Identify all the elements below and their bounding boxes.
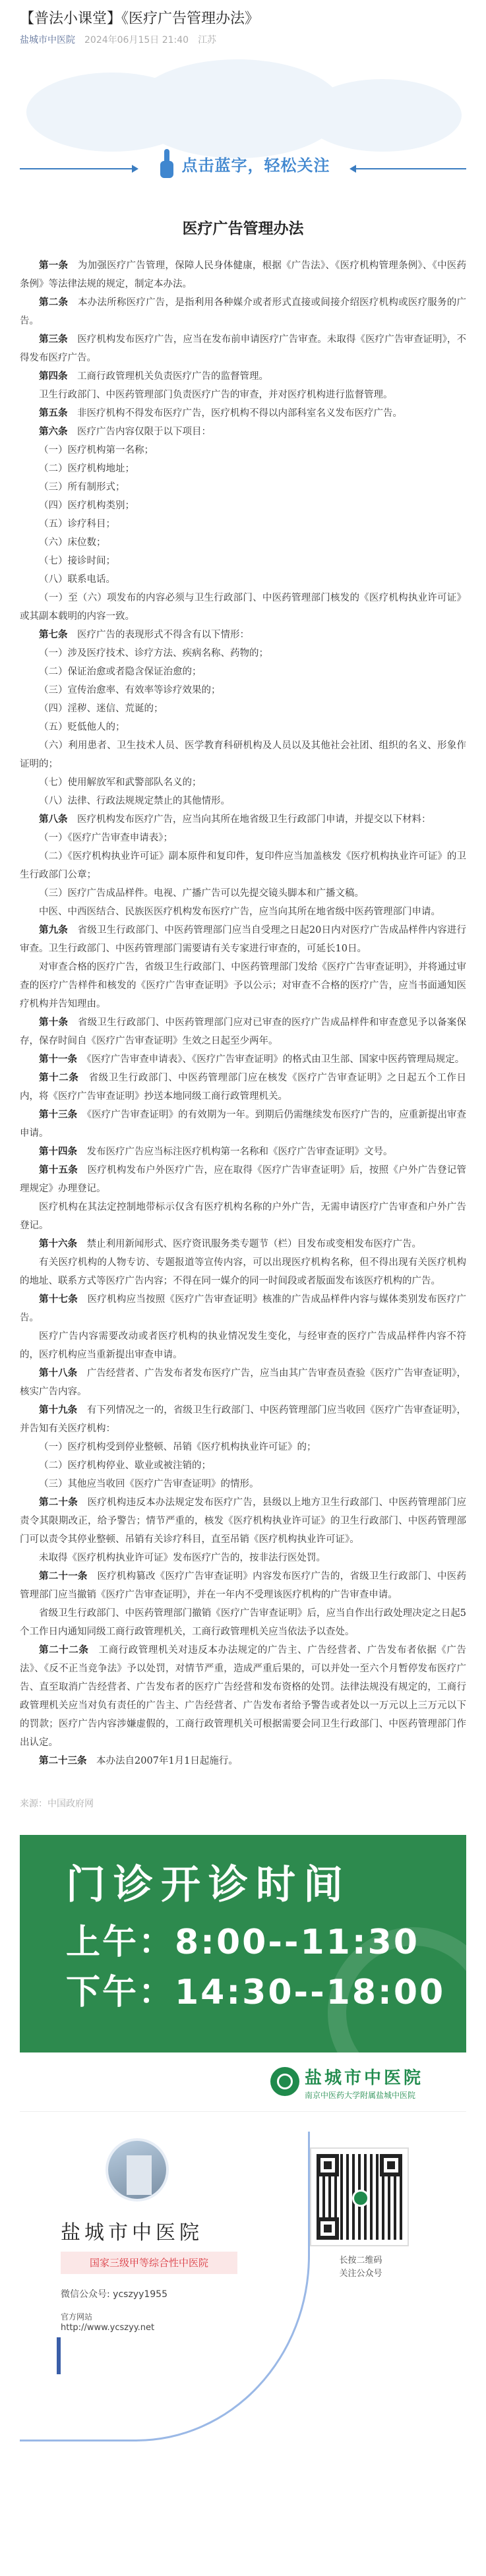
paragraph-text: （五）诊疗科目； — [39, 519, 115, 529]
document-paragraph — [20, 1106, 466, 1143]
document-paragraph — [20, 1493, 466, 1549]
paragraph-text: 医疗机构篡改《医疗广告审查证明》内容发布医疗广告的，省级卫生行政部门、中医药管理部门应当撤销《医疗广告审查证明》，并在一年内不受理该医疗机构的广告审查申请。 — [20, 1571, 467, 1600]
article-number: 第十七条 — [39, 1294, 78, 1305]
paragraph-text: 广告经营者、广告发布者发布医疗广告，应当由其广告审查员查验《医疗广告审查证明》，核实广告内容。 — [20, 1368, 466, 1397]
article-number: 第十四条 — [39, 1146, 77, 1157]
paragraph-text: 医疗机构发布户外医疗广告，应在取得《医疗广告审查证明》后，按照《户外广告登记管理规定》办理登记。 — [20, 1165, 467, 1194]
document-paragraph — [20, 1050, 466, 1069]
clinic-hours-footer — [20, 2052, 466, 2112]
document-paragraph — [20, 589, 466, 626]
article-number: 第十五条 — [39, 1164, 78, 1176]
document-paragraph — [20, 478, 466, 496]
document-title: 医疗广告管理办法 — [182, 220, 304, 237]
document-paragraph — [20, 533, 466, 552]
website-link[interactable]: http://www.ycszyy.net — [61, 2323, 155, 2333]
paragraph-text: （三）医疗广告成品样件。电视、广播广告可以先提交镜头脚本和广播文稿。 — [39, 888, 364, 899]
article-number: 第十二条 — [39, 1072, 79, 1083]
document-paragraph — [20, 626, 466, 644]
document-paragraph — [20, 1143, 466, 1161]
document-paragraph — [20, 921, 466, 958]
document-paragraph — [20, 460, 466, 478]
paragraph-text: 省级卫生行政部门、中医药管理部门应当自受理之日起20日内对医疗广告成品样件内容进行审查。卫生行政部门、中医药管理部门需要请有关专家进行审查的，可延长10日。 — [20, 925, 466, 954]
document-paragraph — [20, 810, 466, 829]
document-paragraph — [20, 792, 466, 810]
document-paragraph — [20, 663, 466, 681]
paragraph-text: （一）《医疗广告审查申请表》； — [39, 833, 173, 843]
article-number: 第二十二条 — [39, 1644, 89, 1656]
document-paragraph — [20, 1641, 466, 1752]
article-number: 第四条 — [39, 371, 68, 382]
article-number: 第九条 — [39, 924, 68, 936]
account-name-link[interactable]: 盐城市中医院 — [20, 35, 75, 45]
article-number: 第十一条 — [39, 1054, 77, 1065]
document-paragraph — [20, 423, 466, 441]
document-paragraph — [20, 700, 466, 718]
follow-text: 点击蓝字，轻松关注 — [181, 156, 330, 175]
paragraph-text: 省级卫生行政部门、中医药管理部门应对已审查的医疗广告成品样件和审查意见予以备案保存，保存时间自《医疗广告审查证明》生效之日起至少两年。 — [20, 1017, 467, 1046]
article-number: 第十条 — [39, 1017, 69, 1028]
document-paragraph — [20, 1401, 466, 1438]
paragraph-text: 医疗机构发布医疗广告，应当在发布前申请医疗广告审查。未取得《医疗广告审查证明》，不得发布医疗广告。 — [20, 334, 466, 363]
document-paragraph — [20, 293, 466, 330]
document-paragraph — [20, 515, 466, 533]
document-paragraph — [20, 496, 466, 515]
follow-prompt[interactable] — [106, 144, 382, 183]
document-paragraph — [20, 1013, 466, 1050]
paragraph-text: 发布医疗广告应当标注医疗机构第一名称和《医疗广告审查证明》文号。 — [86, 1147, 393, 1157]
paragraph-text: （二）医疗机构地址； — [39, 464, 135, 474]
paragraph-text: 非医疗机构不得发布医疗广告，医疗机构不得以内部科室名义发布医疗广告。 — [77, 408, 402, 419]
document-paragraph — [20, 681, 466, 700]
article-number: 第二十三条 — [39, 1755, 87, 1766]
document-paragraph — [20, 1364, 466, 1401]
document-paragraph — [20, 718, 466, 736]
paragraph-text: 卫生行政部门、中医药管理部门负责医疗广告的审查，并对医疗机构进行监督管理。 — [39, 390, 393, 400]
publish-location: 江苏 — [198, 35, 217, 45]
paragraph-text: （二）保证治愈或者隐含保证治愈的； — [39, 667, 202, 677]
paragraph-text: 医疗广告内容需要改动或者医疗机构的执业情况发生变化，与经审查的医疗广告成品样件内容不符的，医疗机构应当重新提出审查申请。 — [20, 1331, 466, 1360]
document-paragraph — [20, 958, 466, 1013]
paragraph-text: 对审查合格的医疗广告，省级卫生行政部门、中医药管理部门发给《医疗广告审查证明》，并将通过审查的医疗广告样件和核发的《医疗广告审查证明》予以公示；对审查不合格的医疗广告，应当书面通知医疗机构并告知理由。 — [20, 962, 466, 1009]
document-paragraph — [20, 570, 466, 589]
clinic-hours-heading: 门诊开诊时间 — [66, 1862, 351, 1908]
article-number: 第十八条 — [39, 1367, 78, 1379]
paragraph-text: 有关医疗机构的人物专访、专题报道等宣传内容，可以出现医疗机构名称，但不得出现有关医疗机构的地址、联系方式等医疗广告内容；不得在同一媒介的同一时间段或者版面发布该医疗机构的广告。 — [20, 1257, 466, 1286]
document-paragraph — [20, 330, 466, 367]
paragraph-text: （四）医疗机构类别； — [39, 500, 135, 511]
paragraph-text: 《医疗广告审查证明》的有效期为一年。到期后仍需继续发布医疗广告的，应重新提出审查申请。 — [20, 1110, 466, 1139]
paragraph-text: （一）医疗机构第一名称； — [39, 445, 154, 456]
paragraph-text: 医疗机构应当按照《医疗广告审查证明》核准的广告成品样件内容与媒体类别发布医疗广告。 — [20, 1294, 467, 1323]
follow-banner[interactable] — [0, 53, 486, 185]
publish-datetime: 2024年06月15日 21:40 — [84, 35, 189, 45]
paragraph-text: （三）宣传治愈率、有效率等诊疗效果的； — [39, 685, 221, 696]
paragraph-text: （三）其他应当收回《医疗广告审查证明》的情形。 — [39, 1479, 259, 1489]
document-paragraph — [20, 1456, 466, 1475]
qr-code[interactable] — [310, 2147, 409, 2246]
paragraph-text: （八）法律、行政法规规定禁止的其他情形。 — [39, 796, 230, 806]
paragraph-text: （六）床位数； — [39, 537, 106, 548]
wechat-label: 微信公众号: — [61, 2289, 110, 2300]
article-meta — [20, 33, 466, 46]
paragraph-text: （一）至（六）项发布的内容必须与卫生行政部门、中医药管理部门核发的《医疗机构执业许可证》或其副本载明的内容一致。 — [20, 593, 466, 622]
document-paragraph — [20, 1567, 466, 1604]
article-title: 【普法小课堂】《医疗广告管理办法》 — [20, 11, 260, 27]
paragraph-text: （一）医疗机构受到停业整顿、吊销《医疗机构执业许可证》的； — [39, 1442, 317, 1453]
hospital-card — [20, 2132, 466, 2441]
paragraph-text: （六）利用患者、卫生技术人员、医学教育科研机构及人员以及其他社会社团、组织的名义、形象作证明的； — [20, 740, 466, 769]
article-number: 第八条 — [39, 814, 68, 825]
paragraph-text: 《医疗广告审查申请表》、《医疗广告审查证明》的格式由卫生部、国家中医药管理局规定。 — [86, 1054, 465, 1065]
hospital-name: 盐城市中医院 — [305, 2068, 424, 2088]
document-paragraph — [20, 367, 466, 386]
document-paragraph — [20, 1069, 466, 1106]
document-body — [0, 256, 486, 1770]
wechat-id: ycszyy1955 — [113, 2289, 167, 2300]
clinic-hours-banner — [20, 1835, 466, 2052]
qr-logo-icon — [352, 2190, 369, 2207]
paragraph-text: 医疗广告内容仅限于以下项目： — [77, 427, 211, 437]
article-number: 第十九条 — [39, 1404, 78, 1416]
paragraph-text: （八）联系电话。 — [39, 574, 115, 585]
article-number: 第十三条 — [39, 1109, 78, 1120]
paragraph-text: （一）涉及医疗技术、诊疗方法、疾病名称、药物的； — [39, 648, 268, 659]
document-paragraph — [20, 1604, 466, 1641]
paragraph-text: （二）《医疗机构执业许可证》副本原件和复印件，复印件应当加盖核发《医疗机构执业许可证》的卫生行政部门公章； — [20, 851, 466, 880]
document-paragraph — [20, 386, 466, 404]
qr-label-line2: 关注公众号 — [339, 2269, 382, 2279]
document-paragraph — [20, 773, 466, 792]
paragraph-text: 有下列情况之一的，省级卫生行政部门、中医药管理部门应当收回《医疗广告审查证明》，并告知有关医疗机构： — [20, 1405, 466, 1434]
article-number: 第二条 — [39, 297, 69, 308]
paragraph-text: 省级卫生行政部门、中医药管理部门应在核发《医疗广告审查证明》之日起五个工作日内，将《医疗广告审查证明》抄送本地同级工商行政管理机关。 — [20, 1073, 467, 1102]
morning-hours: 上午：8:00--11:30 — [66, 1923, 420, 1962]
document-paragraph — [20, 441, 466, 460]
article-header — [0, 0, 486, 46]
document-paragraph — [20, 1475, 466, 1493]
tap-finger-icon — [158, 148, 175, 179]
paragraph-text: 中医、中西医结合、民族医医疗机构发布医疗广告，应当向其所在地省级中医药管理部门申请。 — [39, 907, 440, 917]
paragraph-text: （三）所有制形式； — [39, 482, 125, 493]
article-number: 第二十条 — [39, 1497, 78, 1508]
card-hospital-name: 盐城市中医院 — [61, 2221, 203, 2244]
afternoon-hours: 下午：14:30--18:00 — [66, 1973, 446, 2012]
document-paragraph — [20, 1438, 466, 1456]
paragraph-text: 医疗机构发布医疗广告，应当向其所在地省级卫生行政部门申请，并提交以下材料： — [77, 814, 431, 825]
document-paragraph — [20, 1198, 466, 1235]
paragraph-text: 工商行政管理机关对违反本办法规定的广告主、广告经营者、广告发布者依据《广告法》、《反不正当竞争法》予以处罚，对情节严重，造成严重后果的，可以并处一至六个月暂停发布医疗广告、直至取消广告经营者、广告发布者的医疗广告经营和发布资格的处罚。法律法规没有规定的，工商行政管理机关应当对负有责任的广告主、广告经营者、广告发布者给予警告或者处以一万元以上三万元以下的罚款；医疗广告内容涉嫌虚假的，工商行政管理机关可根据需要会同卫生行政部门、中医药管理部门作出认定。 — [20, 1645, 467, 1748]
document-paragraph — [20, 552, 466, 570]
paragraph-text: 未取得《医疗机构执业许可证》发布医疗广告的，按非法行医处罚。 — [39, 1553, 326, 1563]
qr-label-line1: 长按二维码 — [339, 2256, 382, 2265]
document-paragraph — [20, 256, 466, 293]
document-paragraph — [20, 736, 466, 773]
hospital-photo — [106, 2138, 169, 2202]
paragraph-text: （五）贬低他人的； — [39, 722, 125, 733]
paragraph-text: 本办法所称医疗广告，是指利用各种媒介或者形式直接或间接介绍医疗机构或医疗服务的广告。 — [20, 297, 467, 326]
document-paragraph — [20, 829, 466, 847]
article-number: 第一条 — [39, 260, 69, 271]
paragraph-text: （二）医疗机构停业、歇业或被注销的； — [39, 1460, 211, 1471]
document-paragraph — [20, 884, 466, 903]
article-number: 第三条 — [39, 334, 68, 345]
article-number: 第七条 — [39, 629, 68, 640]
paragraph-text: 医疗机构在其法定控制地带标示仅含有医疗机构名称的户外广告，无需申请医疗广告审查和户外广告登记。 — [20, 1202, 466, 1231]
source-note: 来源：中国政府网 — [20, 1799, 94, 1809]
document-paragraph — [20, 1549, 466, 1567]
document-paragraph — [20, 1235, 466, 1253]
paragraph-text: （四）淫秽、迷信、荒诞的； — [39, 704, 164, 714]
document-paragraph — [20, 1752, 466, 1770]
paragraph-text: 禁止利用新闻形式、医疗资讯服务类专题节（栏）目发布或变相发布医疗广告。 — [86, 1239, 421, 1249]
document-paragraph — [20, 903, 466, 921]
article-number: 第五条 — [39, 407, 68, 419]
article-number: 第六条 — [39, 426, 68, 437]
document-paragraph — [20, 1290, 466, 1327]
website-label: 官方网站 — [61, 2312, 93, 2321]
paragraph-text: 工商行政管理机关负责医疗广告的监督管理。 — [77, 371, 268, 382]
document-paragraph — [20, 404, 466, 423]
paragraph-text: （七）使用解放军和武警部队名义的； — [39, 777, 202, 788]
document-paragraph — [20, 1327, 466, 1364]
article-number: 第十六条 — [39, 1238, 77, 1249]
paragraph-text: 省级卫生行政部门、中医药管理部门撤销《医疗广告审查证明》后，应当自作出行政处理决定之日起5个工作日内通知同级工商行政管理机关，工商行政管理机关应当依法予以查处。 — [20, 1608, 466, 1637]
hospital-logo-icon — [270, 2067, 299, 2096]
document-paragraph — [20, 1161, 466, 1198]
paragraph-text: （七）接诊时间； — [39, 556, 115, 566]
hospital-grade-badge: 国家三级甲等综合性中医院 — [61, 2252, 237, 2274]
document-paragraph — [20, 847, 466, 884]
document-paragraph — [20, 1253, 466, 1290]
wechat-account — [61, 2287, 167, 2300]
paragraph-text: 医疗机构违反本办法规定发布医疗广告，县级以上地方卫生行政部门、中医药管理部门应责令其限期改正，给予警告；情节严重的，核发《医疗机构执业许可证》的卫生行政部门、中医药管理部门可以责令其停业整顿、吊销有关诊疗科目，直至吊销《医疗机构执业许可证》。 — [20, 1497, 467, 1545]
paragraph-text: 本办法自2007年1月1日起施行。 — [96, 1756, 238, 1766]
paragraph-text: 为加强医疗广告管理，保障人民身体健康，根据《广告法》、《医疗机构管理条例》、《中医药条例》等法律法规的规定，制定本办法。 — [20, 260, 467, 289]
hospital-subtitle: 南京中医药大学附属盐城中医院 — [305, 2091, 416, 2100]
paragraph-text: 医疗广告的表现形式不得含有以下情形： — [77, 630, 249, 640]
document-paragraph — [20, 644, 466, 663]
article-number: 第二十一条 — [39, 1571, 88, 1582]
